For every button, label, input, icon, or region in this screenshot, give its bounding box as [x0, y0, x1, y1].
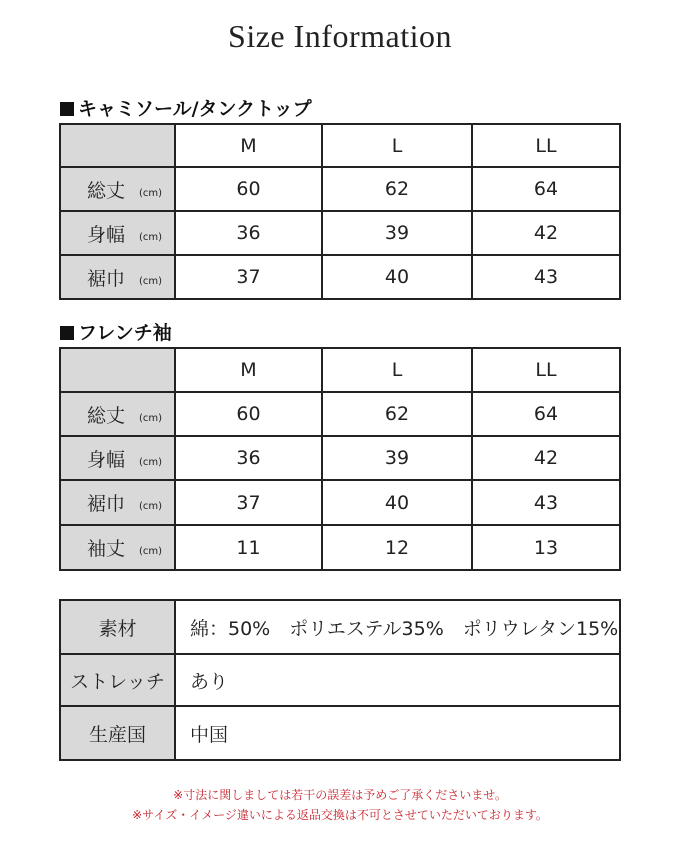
table-cell: 43	[472, 480, 620, 525]
table-cell: 37	[175, 480, 322, 525]
info-row-material	[60, 600, 620, 654]
table-cell: 13	[472, 525, 620, 570]
section-heading-camisole	[60, 94, 312, 121]
column-header-m: M	[175, 124, 322, 167]
table-cell: 62	[322, 167, 472, 211]
table-header-row	[60, 124, 620, 167]
info-label: 素材	[60, 600, 175, 654]
info-value: あり	[175, 654, 620, 706]
info-label: 生産国	[60, 706, 175, 760]
column-header-l: L	[322, 124, 472, 167]
info-value: 中国	[175, 706, 620, 760]
table-cell: 11	[175, 525, 322, 570]
column-header-ll: LL	[472, 348, 620, 392]
table-cell: 39	[322, 211, 472, 255]
row-label: 裾巾 (cm)	[60, 255, 175, 299]
table-row	[60, 167, 620, 211]
table-cell: 36	[175, 436, 322, 480]
table-row	[60, 392, 620, 436]
table-cell: 43	[472, 255, 620, 299]
note-line: ※寸法に関しましては若干の誤差は予めご了承くださいませ。	[173, 788, 507, 802]
note-line: ※サイズ・イメージ違いによる返品交換は不可とさせていただいております。	[132, 808, 548, 822]
info-row-country	[60, 706, 620, 760]
row-label: 身幅 (cm)	[60, 436, 175, 480]
table-cell: 37	[175, 255, 322, 299]
section-heading-label: フレンチ袖	[78, 322, 172, 344]
row-label: 身幅 (cm)	[60, 211, 175, 255]
info-label: ストレッチ	[60, 654, 175, 706]
table-row	[60, 480, 620, 525]
table-cell: 60	[175, 167, 322, 211]
table-cell: 64	[472, 392, 620, 436]
table-cell: 40	[322, 255, 472, 299]
row-label: 裾巾 (cm)	[60, 480, 175, 525]
table-row	[60, 211, 620, 255]
column-header-m: M	[175, 348, 322, 392]
column-header-l: L	[322, 348, 472, 392]
page-title: Size Information	[228, 18, 452, 54]
table-cell: 64	[472, 167, 620, 211]
table-cell: 12	[322, 525, 472, 570]
section-heading-french-sleeve	[60, 318, 172, 345]
table-cell: 36	[175, 211, 322, 255]
product-info-table	[59, 599, 621, 761]
table-header-row	[60, 348, 620, 392]
info-value: 綿：50% ポリエステル35% ポリウレタン15%	[175, 600, 620, 654]
black-square-icon	[60, 326, 74, 340]
disclaimer-notes	[0, 785, 680, 825]
row-label: 総丈 (cm)	[60, 167, 175, 211]
table-cell: 62	[322, 392, 472, 436]
row-label: 袖丈 (cm)	[60, 525, 175, 570]
row-label: 総丈 (cm)	[60, 392, 175, 436]
table-cell: 60	[175, 392, 322, 436]
size-table-camisole	[59, 123, 621, 300]
column-header-ll: LL	[472, 124, 620, 167]
section-heading-label: キャミソール/タンクトップ	[78, 98, 312, 120]
black-square-icon	[60, 102, 74, 116]
table-cell: 42	[472, 436, 620, 480]
table-cell: 42	[472, 211, 620, 255]
table-cell: 39	[322, 436, 472, 480]
corner-cell	[60, 348, 175, 392]
table-cell: 40	[322, 480, 472, 525]
size-table-french-sleeve	[59, 347, 621, 571]
info-row-stretch	[60, 654, 620, 706]
table-row	[60, 436, 620, 480]
corner-cell	[60, 124, 175, 167]
table-row	[60, 255, 620, 299]
table-row	[60, 525, 620, 570]
